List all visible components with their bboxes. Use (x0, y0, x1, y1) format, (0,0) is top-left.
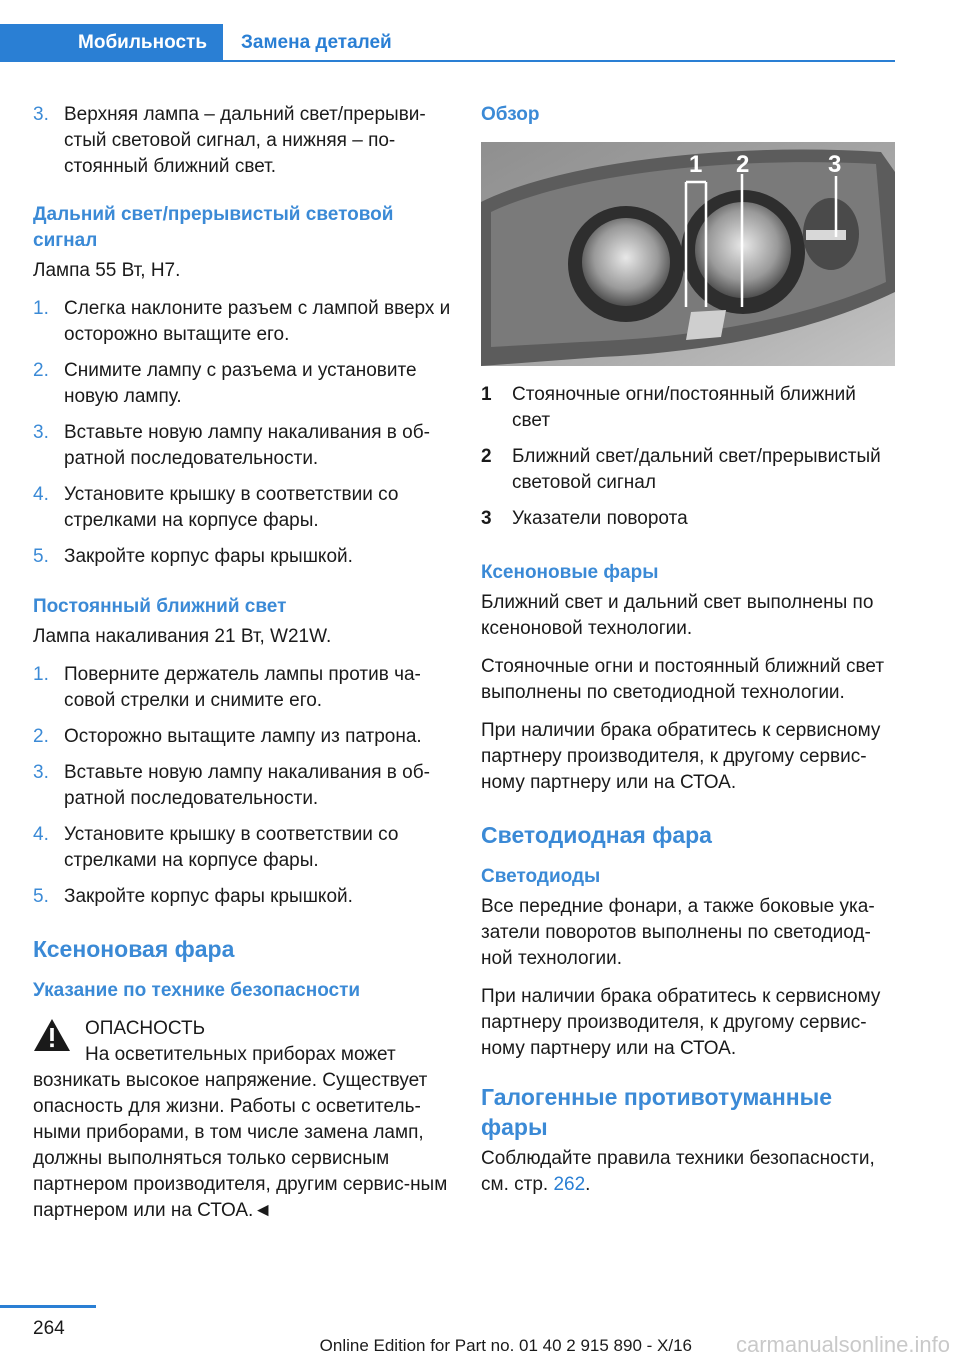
list-number: 2. (33, 726, 49, 747)
high-beam-heading: Дальний свет/прерывистый световой сигнал (33, 204, 394, 251)
xenon-lights-p1: Ближний свет и дальний свет выполнены по ксеноновой технологии. (481, 592, 874, 639)
xenon-headlight-heading: Ксеноновая фара (33, 936, 235, 962)
list-item (33, 420, 451, 472)
header-tabs (0, 24, 895, 62)
page-number: 264 (33, 1318, 65, 1339)
led-sub-heading: Светодиоды (481, 866, 601, 887)
led-p1: Все передние фонари, а также боковые ука-затели поворотов выполнены по светодиод-ной технологии. (481, 896, 875, 969)
fog-text-before: Соблюдайте правила техники безопасности, см. стр. (481, 1148, 875, 1195)
list-number: 3. (33, 422, 49, 443)
list-text: Вставьте новую лампу накаливания в об-ратной последовательности. (64, 422, 430, 469)
photo-callout-3: 3 (828, 151, 842, 178)
photo-callout-1: 1 (689, 151, 703, 178)
list-item (33, 662, 451, 714)
tab-parts-replacement[interactable]: Замена деталей (241, 32, 392, 53)
list-item (33, 822, 451, 874)
high-beam-lamp: Лампа 55 Вт, H7. (33, 260, 181, 281)
list-item (33, 884, 451, 910)
xenon-lights-heading: Ксеноновые фары (481, 562, 659, 583)
watermark: carmanualsonline.info (735, 1332, 950, 1357)
list-number: 1. (33, 664, 49, 685)
list-number: 2. (33, 360, 49, 381)
page-link[interactable]: 262 (553, 1174, 586, 1195)
list-item (33, 482, 451, 534)
warning-text (33, 1042, 451, 1224)
overview-heading: Обзор (481, 104, 540, 125)
fog-lights-text (481, 1146, 899, 1198)
list-item (33, 296, 451, 348)
list-number: 4. (33, 484, 49, 505)
list-text: Снимите лампу с разъема и установите новую лампу. (64, 360, 417, 407)
list-text: Поверните держатель лампы против ча-совой стрелки и снимите его. (64, 664, 421, 711)
legend-item (481, 382, 899, 434)
photo-legend (481, 382, 899, 532)
led-headlight-heading: Светодиодная фара (481, 822, 712, 848)
danger-warning (33, 1016, 451, 1224)
list-text: Верхняя лампа – дальний свет/прерыви-стый световой сигнал, а нижняя – по-стоянный ближний свет. (64, 104, 426, 177)
legend-number: 2 (481, 446, 492, 467)
safety-heading: Указание по технике безопасности (33, 980, 361, 1001)
tab-mobility[interactable]: Мобильность (0, 24, 223, 62)
list-item (33, 102, 451, 180)
xenon-lights-p2: Стояночные огни и постоянный ближний свет выполнены по светодиодной технологии. (481, 656, 885, 703)
low-beam-steps (33, 662, 451, 910)
xenon-lights-p3: При наличии брака обратитесь к сервисному партнеру производителя, к другому сервис-ному партнеру или на СТОА. (481, 720, 881, 793)
list-item (33, 724, 451, 750)
list-text: Закройте корпус фары крышкой. (64, 546, 353, 567)
low-beam-heading: Постоянный ближний свет (33, 596, 287, 617)
photo-callout-2: 2 (736, 151, 750, 178)
warning-title: ОПАСНОСТЬ (85, 1018, 206, 1039)
header-divider (223, 60, 895, 62)
legend-text: Ближний свет/дальний свет/прерывистый световой сигнал (512, 446, 881, 493)
list-number: 3. (33, 104, 49, 125)
list-number: 5. (33, 886, 49, 907)
legend-text: Указатели поворота (512, 508, 688, 529)
list-text: Вставьте новую лампу накаливания в об-ратной последовательности. (64, 762, 430, 809)
legend-item (481, 506, 899, 532)
legend-number: 3 (481, 508, 492, 529)
footer-divider (0, 1305, 96, 1308)
low-beam-lamp: Лампа накаливания 21 Вт, W21W. (33, 626, 332, 647)
list-number: 4. (33, 824, 49, 845)
list-text: Установите крышку в соответствии со стрелками на корпусе фары. (64, 824, 399, 871)
legend-number: 1 (481, 384, 492, 405)
continued-list (33, 102, 451, 180)
edition-info: Online Edition for Part no. 01 40 2 915 890 - X/16 (319, 1336, 692, 1355)
right-column (481, 102, 899, 1198)
led-p2: При наличии брака обратитесь к сервисному партнеру производителя, к другому сервис-ному партнеру или на СТОА. (481, 986, 881, 1059)
list-text: Слегка наклоните разъем с лампой вверх и осторожно вытащите его. (64, 298, 451, 345)
fog-text-after: . (585, 1174, 591, 1195)
list-item (33, 358, 451, 410)
list-number: 5. (33, 546, 49, 567)
list-text: Осторожно вытащите лампу из патрона. (64, 726, 422, 747)
list-text: Установите крышку в соответствии со стрелками на корпусе фары. (64, 484, 399, 531)
warning-triangle-icon (33, 1018, 71, 1052)
list-text: Закройте корпус фары крышкой. (64, 886, 353, 907)
list-item (33, 760, 451, 812)
legend-text: Стояночные огни/постоянный ближний свет (512, 384, 856, 431)
list-number: 1. (33, 298, 49, 319)
headlight-photo (481, 142, 895, 366)
left-column (33, 102, 451, 1224)
high-beam-steps (33, 296, 451, 570)
list-number: 3. (33, 762, 49, 783)
fog-lights-heading: Галогенные противотуманные фары (481, 1084, 833, 1140)
lamp-1-lens (582, 218, 670, 306)
legend-item (481, 444, 899, 496)
list-item (33, 544, 451, 570)
warning-body: На осветительных приборах может возникать высокое напряжение. Существует опасность для жизни. Работы с осветитель-ными приборами, в том числе замена ламп, должны выполняться только сервисным партнером производителя, другим сервис-ным партнером или на СТОА.◄ (33, 1044, 448, 1221)
